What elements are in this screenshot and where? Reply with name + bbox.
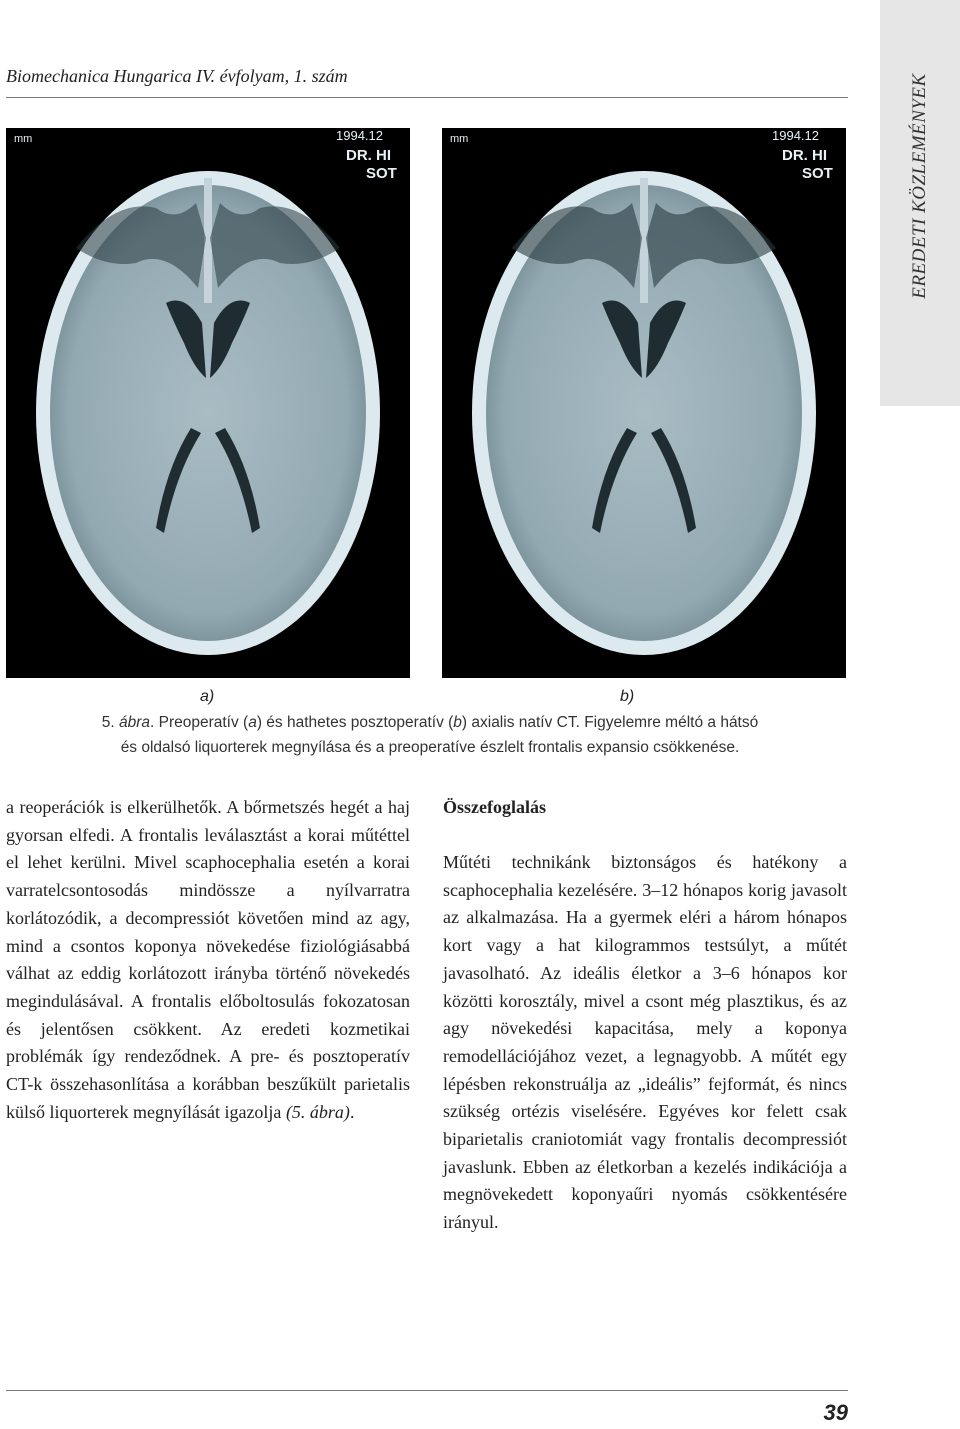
- caption-a: a: [248, 714, 257, 731]
- ct-scan-b: [442, 128, 846, 678]
- ct-overlay-a-0: mm: [14, 133, 33, 145]
- ct-overlay-a-2: DR. HI: [346, 147, 391, 164]
- left-text: a reoperációk is elkerülhetők. A bőrmetszés hegét a haj gyorsan elfedi. A frontalis leválasztást a korai műtéttel el lehet kerülni. Mivel scaphocephalia esetén a korai varratelcsontosodás mindössze a nyílvarratra korlátozódik, a decompressiót követően mind az agy, mind a csontos koponya növekedése fiziológiásabbá válhat az eddig korlátozott irányba történő növekedés megindulásával. A frontalis előboltosulás fokozatosan és jelentősen csökkent. Az eredeti kozmetikai problémák így rendeződnek. A pre- és posztoperatív CT-k összehasonlítása a korábban beszűkült parietalis külső liquorterek megnyílását igazolja: [6, 797, 410, 1122]
- ct-overlay-b-1: 1994.12: [772, 128, 819, 143]
- ct-overlay-b-0: mm: [450, 133, 469, 145]
- caption-abra: ábra: [118, 714, 150, 731]
- caption-line-2: és oldalsó liquorterek megnyílása és a preoperatíve észlelt frontalis expansio csökkenése.: [120, 739, 740, 756]
- body-paragraph-left: [6, 794, 410, 1126]
- ct-scan-a: [6, 128, 410, 678]
- summary-paragraph: Műtéti technikánk biztonságos és hatékony a scaphocephalia kezelésére. 3–12 hónapos korig javasolt az alkalmazása. Ha a gyermek eléri a három hónapos kort vagy a hat kilogrammos testsúlyt, a műtét javasolható. Az ideális életkor a 3–6 hónapos kor közötti korosztály, mivel a csont még plasztikus, és az agy növekedési kapacitása, mely a koponya remodellációjához vezet, a legnagyobb. A műtét egy lépésben rekonstruálja az „ideális” fejformát, és nincs szükség ortézis viselésére. Egyéves kor felett csak biparietalis craniotomiát vagy frontalis decompressiót javaslunk. Ebben az életkorban a kezelés indikációja a megnövekedett koponyaűri nyomás csökkentésére irányul.: [443, 852, 847, 1233]
- section-tab: [880, 0, 960, 406]
- ct-overlay-b-2: DR. HI: [782, 147, 827, 164]
- body-column-right: [443, 794, 847, 1237]
- figure-label-a: a): [200, 688, 215, 705]
- figure-caption: [20, 710, 840, 760]
- caption-b: b: [453, 714, 462, 731]
- ct-image-postoperative: [442, 128, 846, 678]
- caption-part-3: ) axialis natív CT. Figyelemre méltó a hátsó: [461, 714, 759, 731]
- summary-heading: Összefoglalás: [443, 797, 546, 817]
- ct-overlay-b-3: SOT: [802, 165, 833, 182]
- ct-image-preoperative: [6, 128, 410, 678]
- left-text-end: .: [349, 1101, 355, 1122]
- body-column-left: [6, 794, 410, 1126]
- page-number: 39: [823, 1400, 848, 1425]
- caption-line-1: [20, 710, 840, 735]
- header-rule: [6, 97, 848, 98]
- figure-label-b: b): [620, 688, 635, 705]
- caption-part-1: . Preoperatív (: [150, 714, 249, 731]
- caption-part-2: ) és hathetes posztoperatív (: [256, 714, 454, 731]
- figure-reference: (5. ábra): [285, 1101, 350, 1122]
- caption-prefix: 5.: [101, 714, 119, 731]
- journal-title: Biomechanica Hungarica IV. évfolyam, 1. szám: [6, 66, 348, 86]
- footer-rule: [6, 1390, 848, 1391]
- section-tab-label: EREDETI KÖZLEMÉNYEK: [909, 73, 930, 299]
- ct-overlay-a-1: 1994.12: [336, 128, 383, 143]
- ct-overlay-a-3: SOT: [366, 165, 397, 182]
